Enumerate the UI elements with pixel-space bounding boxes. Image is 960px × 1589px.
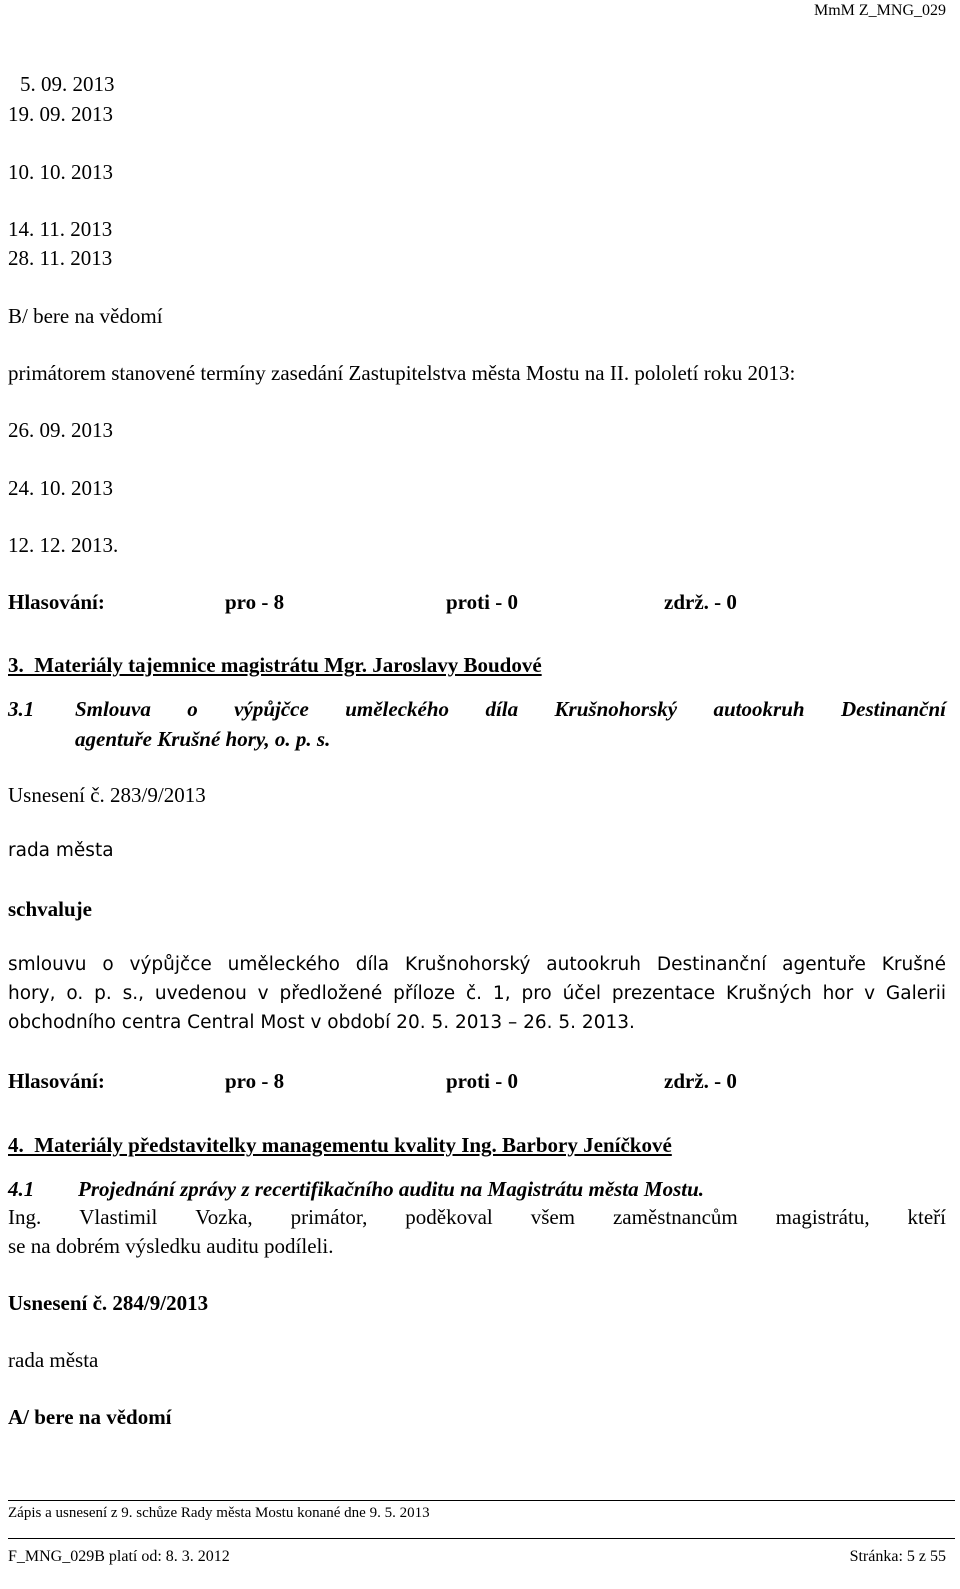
section-b-text: primátorem stanovené termíny zasedání Zastupitelstva města Mostu na II. pololetí roku 2013: xyxy=(8,361,796,385)
word: Vlastimil xyxy=(79,1205,158,1229)
word: poděkoval xyxy=(405,1205,493,1229)
item-3-1-title: Smlouva o výpůjčce uměleckého díla Krušnohorský autookruh Destinanční xyxy=(75,697,946,721)
date-item: 5. 09. 2013 xyxy=(20,72,115,96)
vote-result xyxy=(8,1069,908,1095)
date-item: 14. 11. 2013 xyxy=(8,217,113,241)
vote-result xyxy=(8,590,908,616)
word: primátor, xyxy=(290,1205,368,1229)
vote-proti: proti - 0 xyxy=(446,1069,518,1093)
resolution-verb: schvaluje xyxy=(8,897,92,921)
footer-divider xyxy=(8,1538,955,1539)
item-3-heading: 3. Materiály tajemnice magistrátu Mgr. Jaroslavy Boudové xyxy=(8,653,542,677)
date-item: 26. 09. 2013 xyxy=(8,418,113,442)
item-3-1-title-cont: agentuře Krušné hory, o. p. s. xyxy=(75,727,331,751)
date-item: 28. 11. 2013 xyxy=(8,246,113,270)
word: magistrátu, xyxy=(775,1205,870,1229)
vote-pro: pro - 8 xyxy=(225,590,285,614)
resolution-body: rada města xyxy=(8,840,114,861)
date-item: 24. 10. 2013 xyxy=(8,476,113,500)
date-item: 10. 10. 2013 xyxy=(8,160,113,184)
item-4-heading: 4. Materiály představitelky managementu kvality Ing. Barbory Jeníčkové xyxy=(8,1133,672,1157)
footer-meeting: Zápis a usnesení z 9. schůze Rady města Mostu konané dne 9. 5. 2013 xyxy=(8,1505,430,1521)
item-4-text-line: se na dobrém výsledku auditu podíleli. xyxy=(8,1234,334,1258)
item-3-1-number: 3.1 xyxy=(8,697,35,721)
vote-zdrz: zdrž. - 0 xyxy=(664,1069,737,1093)
section-a-heading: A/ bere na vědomí xyxy=(8,1405,172,1429)
vote-pro: pro - 8 xyxy=(225,1069,285,1093)
footer-form: F_MNG_029B platí od: 8. 3. 2012 xyxy=(8,1548,230,1565)
footer-page-number: Stránka: 5 z 55 xyxy=(849,1548,946,1565)
resolution-text-line: obchodního centra Central Most v období 20. 5. 2013 – 26. 5. 2013. xyxy=(8,1012,635,1033)
vote-proti: proti - 0 xyxy=(446,590,518,614)
vote-zdrz: zdrž. - 0 xyxy=(664,590,737,614)
resolution-body: rada města xyxy=(8,1348,99,1372)
item-4-1-number: 4.1 xyxy=(8,1177,35,1201)
section-b-heading: B/ bere na vědomí xyxy=(8,304,163,328)
word: kteří xyxy=(907,1205,946,1229)
item-4-text-line xyxy=(8,1205,946,1230)
vote-label: Hlasování: xyxy=(8,590,105,614)
resolution-text-line: smlouvu o výpůjčce uměleckého díla Krušnohorský autookruh Destinanční agentuře Krušné xyxy=(8,954,946,975)
word: všem xyxy=(530,1205,576,1229)
date-item: 19. 09. 2013 xyxy=(8,102,113,126)
date-item: 12. 12. 2013. xyxy=(8,533,119,557)
resolution-text-line: hory, o. p. s., uvedenou v předložené příloze č. 1, pro účel prezentace Krušných hor v Galerii xyxy=(8,983,946,1004)
word: Vozka, xyxy=(195,1205,253,1229)
document-code: MmM Z_MNG_029 xyxy=(813,2,946,19)
item-4-1-title: Projednání zprávy z recertifikačního auditu na Magistrátu města Mostu. xyxy=(78,1177,705,1201)
resolution-number: Usnesení č. 284/9/2013 xyxy=(8,1291,209,1315)
word: zaměstnancům xyxy=(612,1205,738,1229)
vote-label: Hlasování: xyxy=(8,1069,105,1093)
resolution-number: Usnesení č. 283/9/2013 xyxy=(8,783,206,807)
word: Ing. xyxy=(8,1205,42,1229)
footer-divider xyxy=(8,1500,955,1501)
